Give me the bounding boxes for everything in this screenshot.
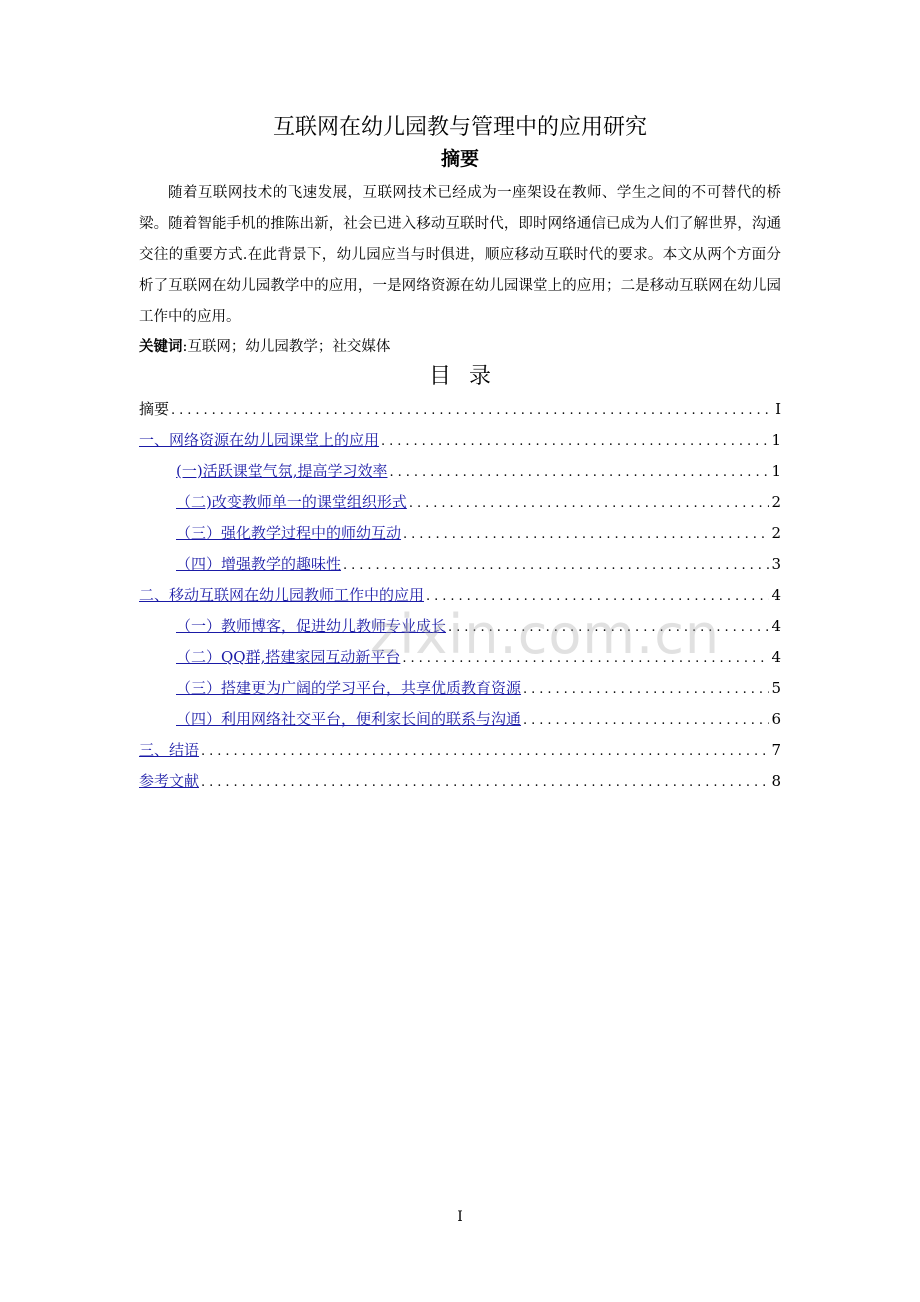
toc-entry [139, 518, 781, 549]
toc-entry-link[interactable]: （二)改变教师单一的课堂组织形式 [176, 493, 407, 511]
toc-entry-page: 4 [771, 617, 781, 635]
toc-entry [139, 394, 781, 425]
abstract-body: 随着互联网技术的飞速发展，互联网技术已经成为一座架设在教师、学生之间的不可替代的桥梁。随着智能手机的推陈出新，社会已进入移动互联时代，即时网络通信已成为人们了解世界，沟通交往的重要方式.在此背景下，幼儿园应当与时俱进，顺应移动互联时代的要求。本文从两个方面分析了互联网在幼儿园教学中的应用，一是网络资源在幼儿园课堂上的应用；二是移动互联网在幼儿园工作中的应用。 [139, 185, 781, 325]
toc-entry-page: 1 [771, 462, 781, 480]
toc-leader-dots [171, 395, 770, 425]
toc-leader-dots [409, 488, 770, 518]
toc-leader-dots [523, 674, 769, 704]
toc-entry-link[interactable]: (一)活跃课堂气氛,提高学习效率 [176, 462, 388, 480]
toc-heading: 目录 [428, 364, 509, 389]
page-number: I [457, 1209, 463, 1225]
toc-entry-link[interactable]: （四）利用网络社交平台，便利家长间的联系与沟通 [176, 710, 522, 728]
watermark: zixin.com.cn [370, 603, 721, 666]
toc-entry [139, 549, 781, 580]
table-of-contents [139, 394, 781, 797]
toc-entry-link[interactable]: （三）搭建更为广阔的学习平台，共享优质教育资源 [176, 679, 522, 697]
toc-leader-dots [389, 457, 769, 487]
toc-entry-page: 2 [771, 524, 781, 542]
toc-entry-link[interactable]: 二、移动互联网在幼儿园教师工作中的应用 [139, 586, 425, 604]
toc-entry-page: I [775, 400, 781, 418]
toc-entry [139, 766, 781, 797]
toc-entry-link[interactable]: （三）强化教学过程中的师幼互动 [176, 524, 402, 542]
abstract-heading: 摘要 [440, 148, 479, 170]
toc-entry [139, 487, 781, 518]
toc-entry-page: 3 [771, 555, 781, 573]
keywords-label: 关键词 [139, 339, 183, 355]
toc-entry-link[interactable]: 一、网络资源在幼儿园课堂上的应用 [139, 431, 380, 449]
toc-leader-dots [343, 550, 769, 580]
toc-entry-page: 7 [771, 741, 781, 759]
toc-entry [139, 425, 781, 456]
document-title: 互联网在幼儿园教与管理中的应用研究 [272, 115, 647, 140]
keywords-text: :互联网；幼儿园教学；社交媒体 [182, 339, 391, 355]
toc-entry-page: 8 [771, 772, 781, 790]
toc-entry-link[interactable]: （四）增强教学的趣味性 [176, 555, 342, 573]
toc-entry-page: 6 [771, 710, 781, 728]
toc-entry-link[interactable]: （一）教师博客，促进幼儿教师专业成长 [176, 617, 447, 635]
keywords-line [139, 334, 781, 360]
toc-entry-text: 摘要 [139, 400, 170, 418]
toc-entry-page: 4 [771, 648, 781, 666]
toc-leader-dots [403, 519, 769, 549]
toc-entry-link[interactable]: 参考文献 [139, 772, 200, 790]
toc-entry-link[interactable]: （二）QQ群,搭建家园互动新平台 [176, 648, 401, 666]
toc-entry-page: 4 [771, 586, 781, 604]
toc-leader-dots [381, 426, 769, 456]
toc-entry [139, 456, 781, 487]
toc-leader-dots [523, 705, 769, 735]
toc-entry [139, 704, 781, 735]
toc-entry-page: 5 [771, 679, 781, 697]
toc-entry-link[interactable]: 三、结语 [139, 741, 200, 759]
toc-leader-dots [201, 767, 769, 797]
toc-entry-page: 2 [771, 493, 781, 511]
toc-entry-page: 1 [771, 431, 781, 449]
toc-entry [139, 673, 781, 704]
toc-entry [139, 735, 781, 766]
toc-leader-dots [201, 736, 769, 766]
